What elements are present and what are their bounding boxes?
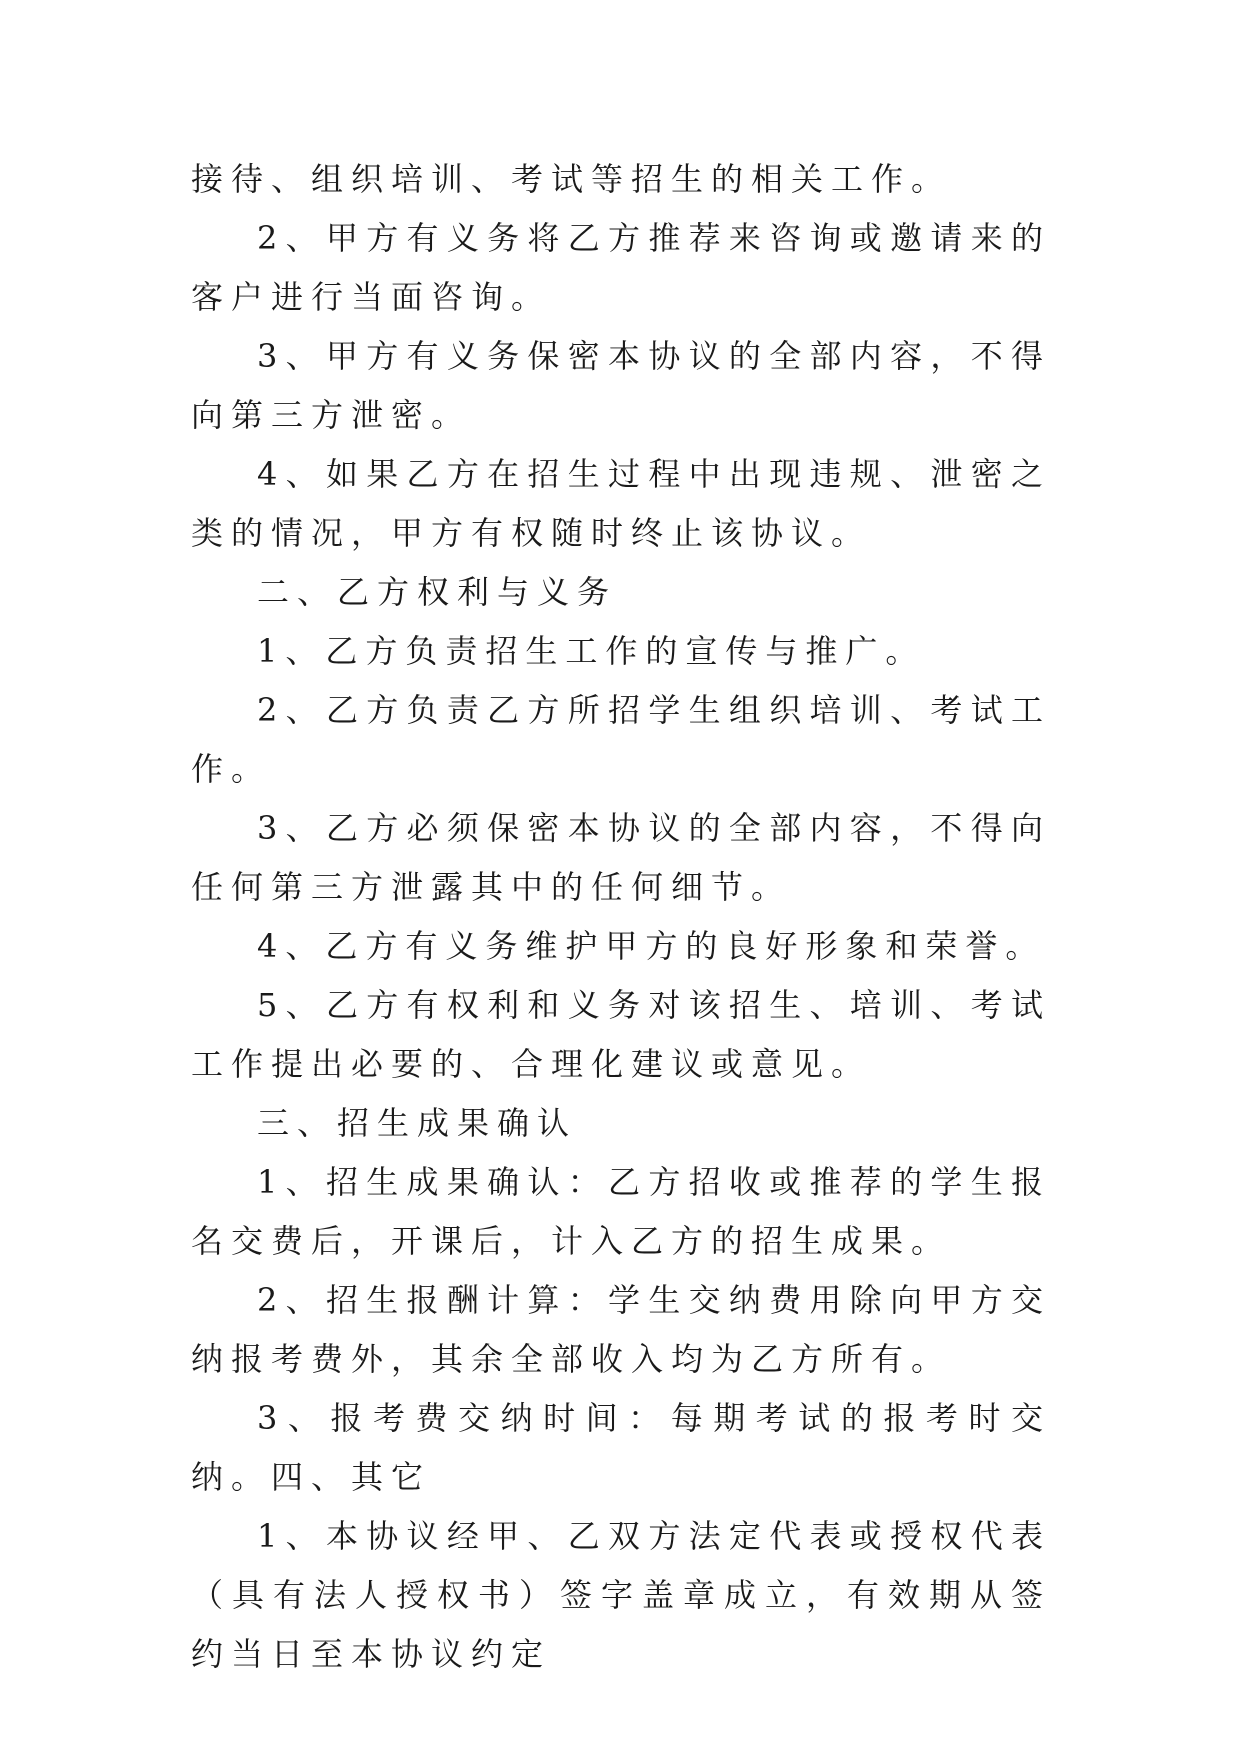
paragraph-party-b-duty-1: 1、乙方负责招生工作的宣传与推广。	[257, 632, 926, 670]
section-heading-party-b: 二、乙方权利与义务	[257, 573, 618, 611]
paragraph-party-b-duty-5: 5、乙方有权利和义务对该招生、培训、考试工作提出必要的、合理化建议或意见。	[191, 986, 1051, 1083]
paragraph-continuation: 接待、组织培训、考试等招生的相关工作。	[191, 160, 952, 198]
paragraph-results-3: 3、报考费交纳时间：每期考试的报考时交纳。四、其它	[191, 1399, 1051, 1496]
paragraph-party-b-duty-4: 4、乙方有义务维护甲方的良好形象和荣誉。	[257, 927, 1046, 965]
paragraph-party-a-duty-2: 2、甲方有义务将乙方推荐来咨询或邀请来的客户进行当面咨询。	[191, 219, 1051, 316]
paragraph-party-b-duty-2: 2、乙方负责乙方所招学生组织培训、考试工作。	[191, 691, 1051, 788]
paragraph-party-b-duty-3: 3、乙方必须保密本协议的全部内容，不得向任何第三方泄露其中的任何细节。	[191, 809, 1051, 906]
document-body	[191, 150, 1051, 1684]
paragraph-party-a-duty-4: 4、如果乙方在招生过程中出现违规、泄密之类的情况，甲方有权随时终止该协议。	[191, 455, 1051, 552]
section-heading-results: 三、招生成果确认	[257, 1104, 578, 1142]
paragraph-results-1: 1、招生成果确认：乙方招收或推荐的学生报名交费后，开课后，计入乙方的招生成果。	[191, 1163, 1051, 1260]
paragraph-party-a-duty-3: 3、甲方有义务保密本协议的全部内容，不得向第三方泄密。	[191, 337, 1051, 434]
paragraph-other-1: 1、本协议经甲、乙双方法定代表或授权代表（具有法人授权书）签字盖章成立，有效期从签约当日至本协议约定	[191, 1517, 1051, 1673]
paragraph-results-2: 2、招生报酬计算：学生交纳费用除向甲方交纳报考费外，其余全部收入均为乙方所有。	[191, 1281, 1051, 1378]
